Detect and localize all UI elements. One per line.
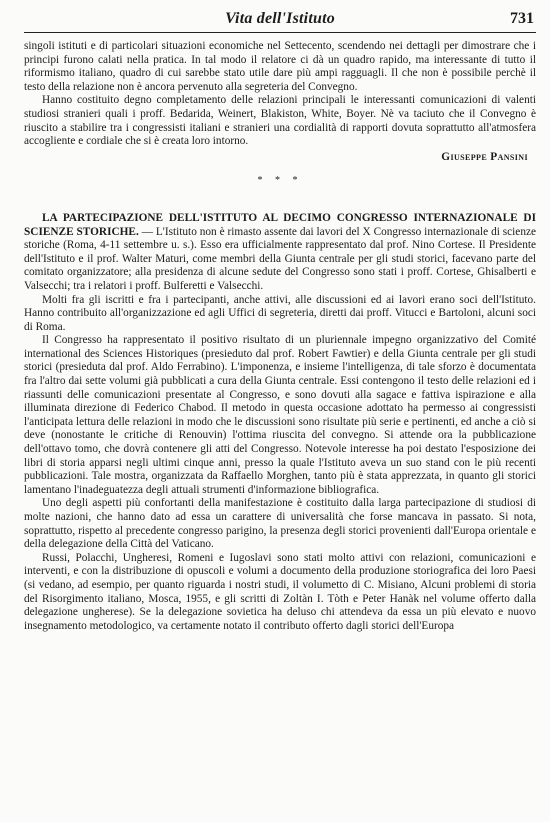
section-separator: * * * xyxy=(257,175,303,187)
article2-paragraph-5: Russi, Polacchi, Ungheresi, Romeni e Iugoslavi sono stati molto attivi con relazioni, comunicazioni e interventi, e con la distribuzione di opuscoli e volumi a documento della produzione storiografica dei loro Paesi (si vedano, ad esempio, per quanto riguarda i nostri studi, il volumetto di C. Misiano, Alcuni problemi di storia del Risorgimento italiano, Mosca, 1955, e gli scritti di Zoltàn I. Tòth e Peter Hanàk nel volume offerto dalla delegazione ungherese). Se la delegazione sovietica ha deluso chi attendeva da essa un più elevato e nuovo insegnamento metodologico, va certamente notato il contributo offerto dagli storici dell'Europa xyxy=(24,551,536,632)
article2-title: LA PARTECIPAZIONE DELL'ISTITUTO AL DECIMO CONGRESSO INTERNAZIONALE DI SCIENZE STORICHE. xyxy=(24,211,536,238)
article2-paragraph-1 xyxy=(24,212,536,294)
article2-paragraph-1-text: — L'Istituto non è rimasto assente dai lavori del X Congresso internazionale di scienze storiche (Roma, 4-11 settembre u. s.). Esso era ufficialmente rappresentato dal prof. Nino Cortese. Il Presidente dell'Istituto e il prof. Walter Maturi, come membri della Giunta centrale per gli studi storici, facevano parte del comitato organizzatore; alla presidenza di alcune sedute del Congresso sono stati i proff. Cortese, Ghisalberti e Valsecchi; tra i relatori i proff. Bulferetti e Valsecchi. xyxy=(24,225,536,292)
article1-paragraph-1: singoli istituti e di particolari situazioni economiche nel Settecento, scendendo nei dettagli per dimostrare che i principi furono calati nella pratica. In tal modo il relatore ci dà un quadro rapido, ma interessante di tutto il riformismo italiano, quadro di cui sarebbe stato utile dare più ampi ragguagli. Il che non è possibile perchè il testo della relazione non è ancora pervenuto alla segreteria del Convegno. xyxy=(24,40,536,93)
article2-paragraph-3: Il Congresso ha rappresentato il positivo risultato di un pluriennale impegno organizzativo del Comité international des Sciences Historiques (presieduto dal prof. Robert Fawtier) e della Giunta centrale per gli studi storici (presieduta dal prof. Aldo Ferrabino). L'imponenza, e insieme l'intelligenza, di tale sforzo è documentata fra l'altro dai sette volumi già pubblicati a cura della Giunta centrale. Essi contengono il testo delle relazioni ed i riassunti delle comunicazioni presentate al Congresso, e sono dovuti alla sagace e fattiva ispirazione e alla illuminata direzione di Federico Chabod. Il metodo in questa occasione adottato ha permesso ai congressisti l'anticipata lettura delle relazioni in modo che le discussioni sono risultate più serie e pertinenti, ed anche a ciò si deve (nonostante le critiche di Renouvin) l'ottima riuscita del convegno. Si attende ora la pubblicazione dell'ottavo tomo, che dovrà contenere gli atti del Congresso. Notevole interesse ha poi destato l'esposizione dei libri di storia apparsi negli ultimi cinque anni, presso la quale l'Istituto aveva un suo stand con le più recenti pubblicazioni. Tale mostra, organizzata da Raffaello Morghen, tanto più è stata apprezzata, in quanto gli storici lamentano l'inadeguatezza degli attuali strumenti d'informazione bibliografica. xyxy=(24,334,536,496)
article2-paragraph-4: Uno degli aspetti più confortanti della manifestazione è costituito dalla larga partecipazione di studiosi di molte nazioni, che hanno dato ad essa un carattere di universalità che forse mancava in passato. Si nota, soprattutto, rispetto al precedente congresso parigino, la presenza degli storici provenienti dall'Europa orientale e della delegazione della Città del Vaticano. xyxy=(24,497,536,551)
header-rule xyxy=(24,32,536,33)
running-title: Vita dell'Istituto xyxy=(225,10,335,27)
page-header xyxy=(24,8,536,32)
article1-paragraph-2: Hanno costituito degno completamento delle relazioni principali le interessanti comunicazioni di valenti studiosi stranieri quali i proff. Bedarida, Weinert, Blakiston, White, Boyer. Nè va taciuto che il Convegno è riuscito a stabilire tra i congressisti italiani e stranieri una cordialità di rapporti dovuta soprattutto all'atmosfera accogliente e cordiale che si è creata loro intorno. xyxy=(24,94,536,148)
author-signature: Giuseppe Pansini xyxy=(441,150,528,163)
page-body xyxy=(24,40,536,633)
article2-paragraph-2: Molti fra gli iscritti e fra i partecipanti, anche attivi, alle discussioni ed ai lavori erano soci dell'Istituto. Hanno contribuito all'organizzazione ed agli Uffici di segreteria, diretti dai proff. Vitucci e Bartoloni, alcuni soci di Roma. xyxy=(24,293,536,333)
page-number: 731 xyxy=(510,10,534,27)
